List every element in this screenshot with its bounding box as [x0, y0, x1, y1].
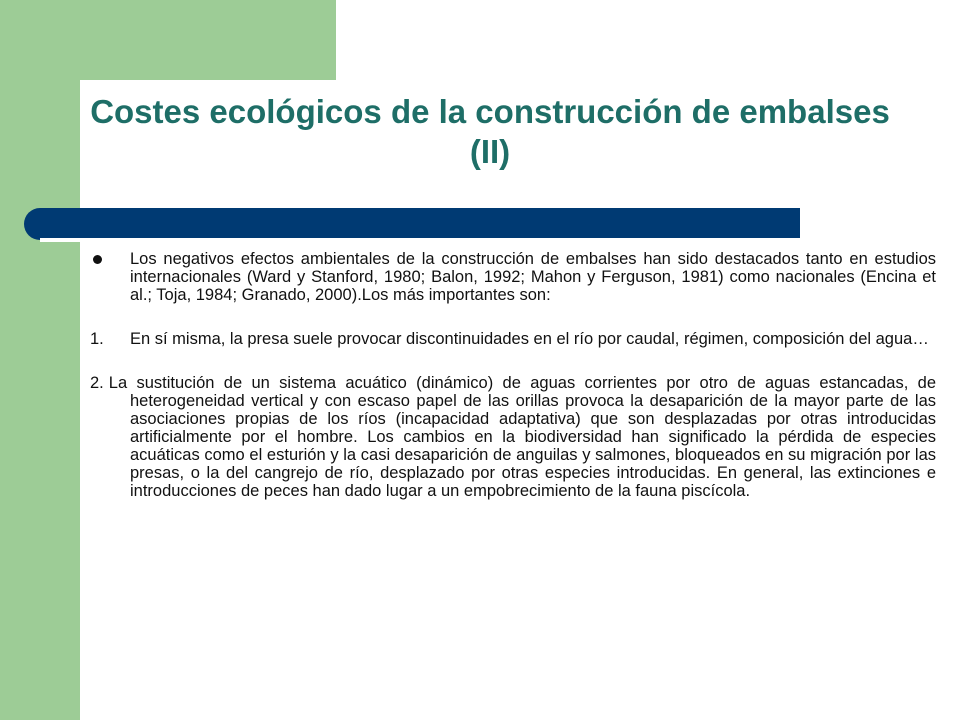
item-number: 2.: [90, 374, 104, 392]
numbered-item-1: [90, 330, 936, 348]
bullet-icon: [93, 255, 102, 264]
slide-body: [90, 250, 936, 526]
item-text: En sí misma, la presa suele provocar discontinuidades en el río por caudal, régimen, composición del agua…: [130, 330, 929, 348]
slide-title: Costes ecológicos de la construcción de embalses (II): [90, 93, 890, 170]
bullet-paragraph: [90, 250, 936, 304]
title-rule-highlight: [40, 238, 800, 242]
numbered-item-2: [90, 374, 936, 500]
bullet-text: Los negativos efectos ambientales de la construcción de embalses han sido destacados tanto en estudios internacionales (Ward y Stanford, 1980; Balon, 1992; Mahon y Ferguson, 1981) como nacionales (Encina et al.; Toja, 1984; Granado, 2000).Los más importantes son:: [130, 250, 936, 304]
item-text: La sustitución de un sistema acuático (dinámico) de aguas corrientes por otro de aguas estancadas, de heterogeneidad vertical y con escaso papel de las orillas provoca la desaparición de la mayor parte de las asociaciones propias de los ríos (incapacidad adaptativa) que son desplazadas por otras introducidas artificialmente por el hombre. Los cambios en la biodiversidad han significado la pérdida de especies acuáticas como el esturión y la casi desaparición de anguilas y salmones, bloqueados en su migración por las presas, o la del cangrejo de río, desplazado por otras especies introducidas. En general, las extinciones e introducciones de peces han dado lugar a un empobrecimiento de la fauna piscícola.: [108, 374, 936, 500]
item-number: 1.: [90, 330, 104, 348]
green-band-left: [0, 0, 80, 720]
green-band-top: [0, 0, 336, 80]
title-rule-bar: [24, 208, 800, 240]
